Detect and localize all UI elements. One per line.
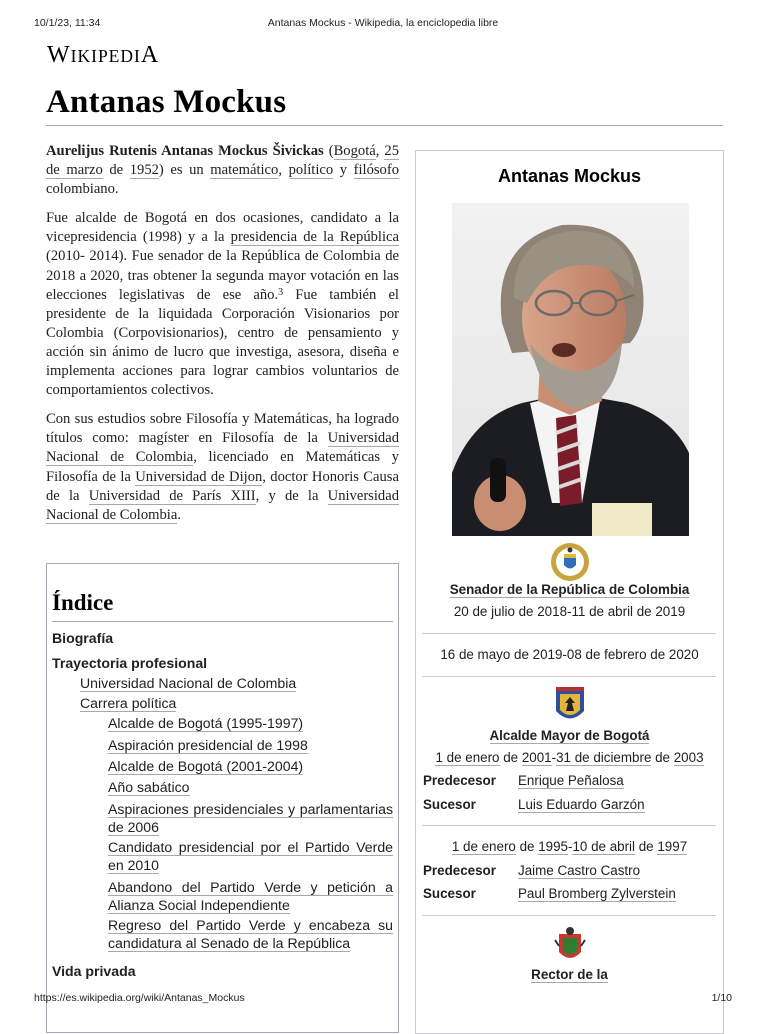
article-lead	[46, 142, 399, 535]
lead-paragraph-2: Fue alcalde de Bogotá en dos ocasiones, candidato a la vicepresidencia (1998) y a la presidencia de la República (2010- 2014). Fue senador de la República de Colombia de 2018 a 2020, tras obtener la segunda mayor votación en las elecciones legislativas de ese año.$^3$ Fue también el presidente de la liquidada Corporación Visionarios por Colombia (Corpovisionarios), centro de pensamiento y acción sin ánimo de lucro que investiga, asesora, diseña e implementa acciones para lograr cambios voluntarios de comportamientos colectivos.	[46, 210, 399, 399]
office-rector[interactable]: Rector de la	[531, 967, 608, 982]
senador-term-2: 16 de mayo de 2019-08 de febrero de 2020	[440, 647, 699, 662]
lead-paragraph-3: Con sus estudios sobre Filosofía y Matemáticas, ha logrado títulos como: magíster en Filosofía de la Universidad Nacional de Colombia, licenciado en Matemáticas y Filosofía de la Universidad de Dijon, doctor Honoris Causa de la Universidad de París XIII, y de la Universidad Nacional de Colombia.	[46, 411, 399, 523]
toc-item-candidato-2010[interactable]: Candidato presidencial por el Partido Verde en 2010	[108, 839, 393, 873]
infobox-divider	[422, 825, 716, 826]
title-divider	[46, 125, 723, 126]
toc-item-abandono-partido-verde[interactable]: Abandono del Partido Verde y petición a Alianza Social Independiente	[108, 879, 393, 913]
infobox-title: Antanas Mockus	[497, 166, 642, 186]
office-alcalde[interactable]: Alcalde Mayor de Bogotá	[489, 728, 650, 743]
link-paris-xiii[interactable]: Universidad de París XIII	[88, 487, 256, 504]
portrait-photo[interactable]	[452, 203, 689, 536]
toc-item-aspiraciones-2006[interactable]: Aspiraciones presidenciales y parlamentarias de 2006	[108, 801, 393, 835]
bogota-coat-of-arms	[419, 687, 720, 727]
link-unal-1[interactable]: Universidad Nacional de Colombia	[46, 430, 399, 466]
print-timestamp: 10/1/23, 11:34	[34, 17, 101, 29]
link-bogota[interactable]: Bogotá	[333, 143, 376, 159]
link-unal-2[interactable]: Universidad Nacional de Colombia	[46, 487, 399, 523]
toc-item-aspiracion-1998[interactable]: Aspiración presidencial de 1998	[108, 737, 308, 753]
senador-term-1: 20 de julio de 2018-11 de abril de 2019	[453, 604, 686, 619]
predecessor-label-1: Predecesor	[423, 773, 496, 788]
print-page-title: Antanas Mockus - Wikipedia, la enciclopedia libre	[267, 17, 499, 29]
toc-item-alcalde-2001[interactable]: Alcalde de Bogotá (2001-2004)	[108, 758, 304, 774]
link-matematico[interactable]: matemático	[210, 162, 279, 179]
successor-link-1[interactable]: Luis Eduardo Garzón	[518, 797, 645, 812]
toc-item-universidad-nacional[interactable]: Universidad Nacional de Colombia	[80, 675, 297, 691]
predecessor-label-2: Predecesor	[423, 863, 496, 878]
toc-item-carrera-politica[interactable]: Carrera política	[80, 695, 177, 711]
successor-label-2: Sucesor	[423, 886, 476, 901]
unal-coat-of-arms	[419, 926, 720, 966]
lead-paragraph-1: Aurelijus Rutenis Antanas Mockus Šivickas (Bogotá, 25 de marzo de 1952) es un matemático, político y filósofo colombiano.	[46, 143, 400, 198]
infobox-divider	[422, 915, 716, 916]
page-url[interactable]: https://es.wikipedia.org/wiki/Antanas_Mockus	[34, 992, 245, 1004]
successor-label-1: Sucesor	[423, 797, 476, 812]
subject-full-name: Aurelijus Rutenis Antanas Mockus Šivickas	[46, 143, 324, 159]
infobox-divider	[422, 676, 716, 677]
office-senador[interactable]: Senador de la República de Colombia	[449, 582, 690, 597]
successor-link-2[interactable]: Paul Bromberg Zylverstein	[518, 886, 676, 901]
alcalde-term-2: 1 de enero de 1995-10 de abril de 1997	[451, 839, 688, 854]
page-title: Antanas Mockus	[46, 84, 287, 120]
link-politico[interactable]: político	[288, 162, 334, 179]
link-birth-year[interactable]: 1952	[129, 162, 159, 179]
wikipedia-wordmark[interactable]: WIKIPEDIA	[47, 42, 160, 68]
toc-divider	[52, 621, 393, 622]
toc-item-vida-privada[interactable]: Vida privada	[52, 963, 136, 979]
toc-item-regreso-partido-verde[interactable]: Regreso del Partido Verde y encabeza su candidatura al Senado de la República	[108, 917, 393, 951]
link-presidencia[interactable]: presidencia de la República	[230, 229, 399, 246]
link-filosofo[interactable]: filósofo	[353, 162, 400, 179]
toc-item-trayectoria-profesional[interactable]: Trayectoria profesional	[52, 655, 208, 671]
link-dijon[interactable]: Universidad de Dijon	[135, 468, 263, 485]
alcalde-term-1: 1 de enero de 2001-31 de diciembre de 2003	[435, 750, 704, 765]
toc-item-ano-sabatico[interactable]: Año sabático	[108, 779, 190, 795]
reference-3[interactable]: 3	[278, 286, 284, 298]
predecessor-link-1[interactable]: Enrique Peñalosa	[518, 773, 624, 788]
senado-coat-of-arms	[419, 541, 720, 583]
toc-title: Índice	[52, 590, 114, 615]
predecessor-link-2[interactable]: Jaime Castro Castro	[518, 863, 641, 878]
page-number: 1/10	[711, 992, 732, 1004]
infobox-divider	[422, 633, 716, 634]
toc-item-alcalde-1995[interactable]: Alcalde de Bogotá (1995-1997)	[108, 715, 304, 731]
toc-item-biografia[interactable]: Biografía	[52, 630, 114, 646]
print-header	[34, 17, 732, 31]
link-birth-date[interactable]: 25 de marzo	[46, 143, 400, 179]
print-footer	[34, 992, 732, 1006]
